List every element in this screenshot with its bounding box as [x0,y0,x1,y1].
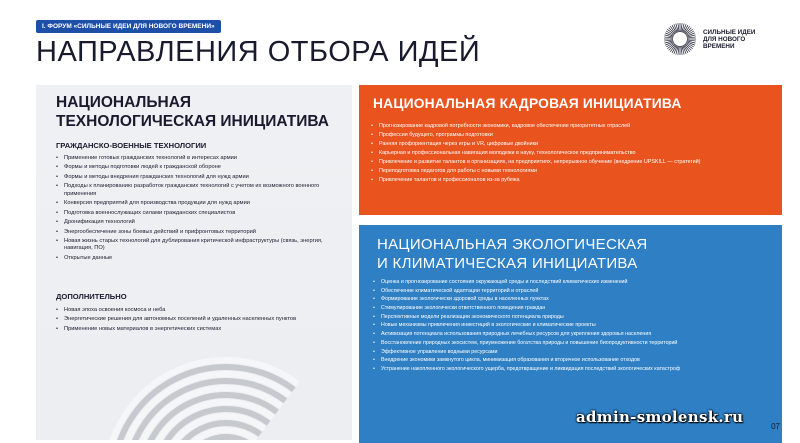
list-item: • Стимулирование экологически ответственного поведения граждан [373,305,773,311]
radial-lines-sphere-icon [663,22,697,56]
list-item: • Активизация потенциала использования природных лечебных ресурсов для укрепления здоровья населения [373,331,773,337]
list-item: • Карьерная и профессиональная навигация молодежи в науку, технологическое предпринимательство [371,150,771,157]
eco-list [373,279,773,375]
list-item: • Внедрение экономики замкнутого цикла, минимизация образования и вторичное использование отходов [373,357,773,363]
list-item: • Открытые данные [56,255,346,262]
tech-title-line1: НАЦИОНАЛЬНАЯ [56,94,192,111]
list-item: • Обеспечение климатической адаптации территорий и отраслей [373,288,773,294]
list-item: • Подготовка военнослужащих силами гражданских специалистов [56,210,346,217]
personnel-initiative-panel [359,85,782,215]
eco-initiative-title [377,235,648,273]
list-item: • Профессии будущего, программы подготовки [371,132,771,139]
tech-title-line2: ТЕХНОЛОГИЧЕСКАЯ ИНИЦИАТИВА [56,113,329,130]
list-item: • Дронификация технологий [56,219,346,226]
decorative-sphere-graphic [96,330,346,440]
list-item: • Оценка и прогнозирование состояния окружающей среды и последствий климатических изменений [373,279,773,285]
list-item: • Новые механизмы привлечения инвестиций в экологические и климатические проекты [373,322,773,328]
list-item: • Эффективное управление водными ресурсами [373,349,773,355]
personnel-initiative-title: НАЦИОНАЛЬНАЯ КАДРОВАЯ ИНИЦИАТИВА [373,96,682,111]
list-item: • Прогнозирование кадровой потребности экономики, кадровое обеспечение приоритетных отраслей [371,123,771,130]
page-number: 07 [771,422,780,431]
list-item: • Энергетические решения для автономных поселений и удаленных населенных пунктов [56,316,346,323]
list-item: • Конверсия предприятий для производства продукции для нужд армии [56,200,346,207]
additional-subtitle: ДОПОЛНИТЕЛЬНО [56,292,127,301]
list-item: • Ранняя профориентация через игры и VR, цифровые двойники [371,141,771,148]
list-item: • Переподготовка педагогов для работы с новыми технологиями [371,168,771,175]
personnel-list [371,123,771,186]
list-item: • Привлечение талантов и профессионалов из-за рубежа [371,177,771,184]
forum-tag: I. ФОРУМ «СИЛЬНЫЕ ИДЕИ ДЛЯ НОВОГО ВРЕМЕНИ» [36,20,221,33]
tech-initiative-title [56,93,346,131]
list-item: • Подходы к планированию разработок гражданских технологий с учетом их возможного военного применения [56,183,346,198]
page-title: НАПРАВЛЕНИЯ ОТБОРА ИДЕЙ [36,36,481,68]
list-item: • Новая эпоха освоения космоса и неба [56,307,346,314]
eco-title-line2: И КЛИМАТИЧЕСКАЯ ИНИЦИАТИВА [377,255,638,272]
list-item: • Привлечение и развитие талантов в организациях, на предприятиях, непрерывное обучение (внедрение UPSKILL — стратегий) [371,159,771,166]
list-item: • Новая жизнь старых технологий для дублирования критической инфраструктуры (связь, энергия, навигация, ПО) [56,238,346,253]
list-item: • Перспективные модели реализации экономического потенциала природы [373,314,773,320]
list-item: • Применение готовых гражданских технологий в интересах армии [56,155,346,162]
list-item: • Формы и методы внедрения гражданских технологий для нужд армии [56,174,346,181]
tech-initiative-panel [36,85,352,440]
eco-title-line1: НАЦИОНАЛЬНАЯ ЭКОЛОГИЧЕСКАЯ [377,236,648,253]
list-item: • Формирование экологически здоровой среды в населенных пунктах [373,296,773,302]
list-item: • Устранение накопленного экологического ущерба, предотвращение и ликвидация последствий экологических катастроф [373,366,773,372]
civil-military-subtitle: ГРАЖДАНСКО-ВОЕННЫЕ ТЕХНОЛОГИИ [56,141,207,150]
list-item: • Применение новых материалов в энергетических системах [56,326,346,333]
list-item: • Энергообеспечение зоны боевых действий и прифронтовых территорий [56,229,346,236]
list-item: • Восстановление природных экосистем, приумножение богатства природы и повышение биопродуктивности территорий [373,340,773,346]
list-item: • Формы и методы подготовки людей к гражданской обороне [56,164,346,171]
logo-text-line: ДЛЯ НОВОГО [703,36,746,43]
site-watermark: admin-smolensk.ru [576,408,744,426]
forum-logo [663,20,783,60]
logo-text-line: ВРЕМЕНИ [703,43,735,50]
civil-military-list [56,155,346,264]
logo-text-line: СИЛЬНЫЕ ИДЕИ [703,29,756,36]
